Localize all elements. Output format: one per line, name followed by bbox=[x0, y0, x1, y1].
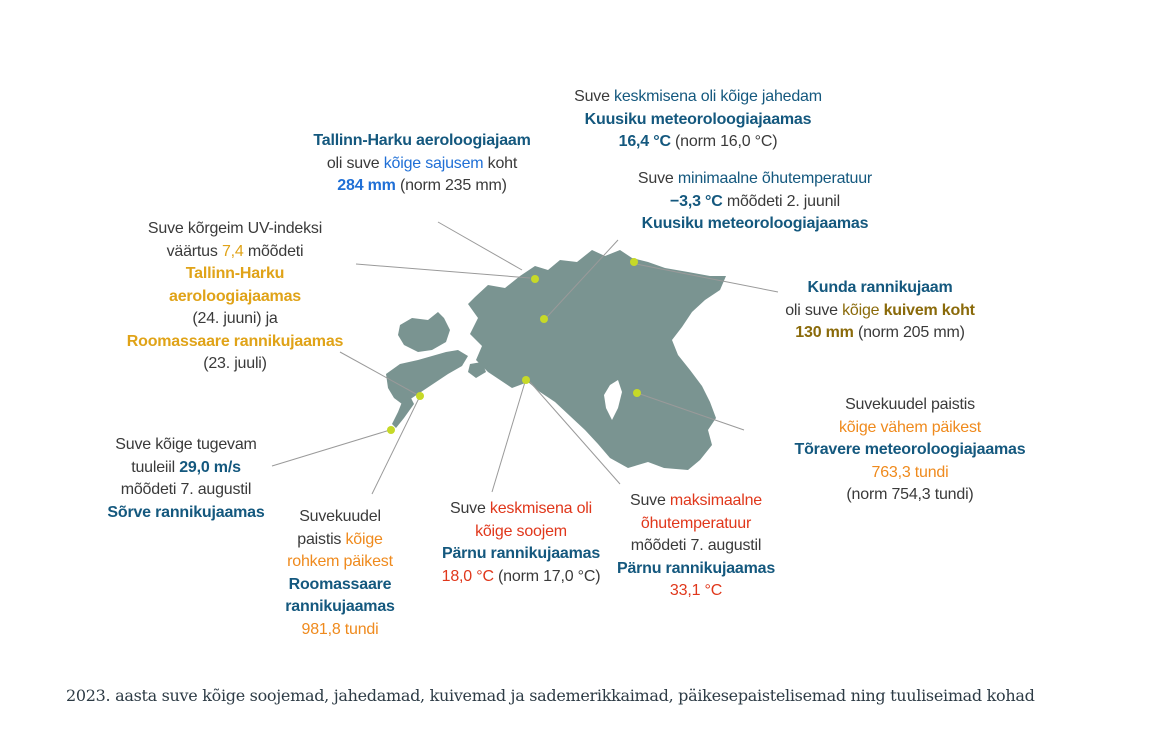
label-text-run: kõige bbox=[842, 301, 884, 319]
label-text-run: Tõravere meteoroloogiajaamas bbox=[794, 441, 1026, 458]
label-text-run: kõige vähem päikest bbox=[838, 418, 982, 436]
label-text-run: (norm 205 mm) bbox=[853, 324, 965, 341]
label-text-run: mõõdeti 2. juunil bbox=[722, 192, 840, 210]
label-tallinn-harku-wettest bbox=[282, 130, 562, 198]
saaremaa-island bbox=[386, 350, 468, 404]
label-text-run: Suvekuudel bbox=[299, 508, 381, 525]
label-text-run: oli suve bbox=[785, 301, 843, 319]
label-kuusiku-min-temp bbox=[600, 168, 910, 236]
label-text-run: Tallinn-Harku aeroloogiajaam bbox=[313, 132, 531, 149]
label-text-run: (norm 16,0 °C) bbox=[670, 133, 778, 150]
label-text-run: Roomassaare bbox=[288, 575, 392, 593]
label-text-run: Kunda rannikujaam bbox=[807, 279, 953, 296]
label-text-run: 18,0 °C bbox=[441, 567, 494, 585]
label-text-run: −3,3 °C bbox=[670, 192, 723, 210]
label-text-run: Suve bbox=[630, 492, 670, 509]
label-text-run: mõõdeti 7. augustil bbox=[120, 481, 252, 498]
label-text-run: (norm 17,0 °C) bbox=[493, 567, 601, 585]
label-text-run: 29,0 m/s bbox=[179, 458, 241, 476]
label-text-run: rannikujaamas bbox=[285, 598, 395, 615]
label-text-run: Kuusiku meteoroloogiajaamas bbox=[641, 215, 869, 232]
mainland-estonia bbox=[468, 250, 726, 470]
label-text-run: (norm 754,3 tundi) bbox=[846, 486, 974, 503]
label-text-run: Tallinn-Harku bbox=[185, 265, 285, 282]
label-text-run: kõige sajusem bbox=[383, 154, 484, 172]
label-text-run: tuuleiil bbox=[131, 458, 180, 476]
label-text-run: Kuusiku meteoroloogiajaamas bbox=[584, 110, 812, 128]
station-dot-kunda bbox=[630, 258, 638, 266]
label-text-run: 981,8 tundi bbox=[301, 620, 379, 638]
label-text-run: Suve bbox=[574, 88, 615, 105]
label-text-run: 284 mm bbox=[337, 177, 396, 194]
leader-harku-wet bbox=[438, 222, 522, 270]
label-text-run: Suve kõrgeim UV-indeksi bbox=[147, 220, 323, 237]
label-kuusiku-coolest bbox=[548, 86, 848, 154]
label-parnu-warmest bbox=[416, 498, 626, 588]
label-toravere-least-sun bbox=[760, 394, 1060, 507]
label-text-run: 130 mm bbox=[795, 324, 854, 341]
label-text-run: kuivem koht bbox=[883, 301, 975, 319]
label-text-run: Suve bbox=[637, 170, 678, 187]
label-text-run: rohkem päikest bbox=[287, 553, 393, 570]
station-dot-tallinn-harku bbox=[531, 275, 539, 283]
label-text-run: keskmisena oli bbox=[489, 500, 593, 517]
label-uv-index bbox=[100, 218, 370, 376]
label-text-run: mõõdeti 7. augustil bbox=[630, 537, 762, 554]
label-text-run: paistis bbox=[297, 530, 346, 548]
station-dot-toravere bbox=[633, 389, 641, 397]
station-dot-parnu bbox=[522, 376, 530, 384]
label-text-run: õhutemperatuur bbox=[640, 514, 752, 532]
leader-parnu-warm bbox=[492, 382, 525, 492]
label-text-run: (norm 235 mm) bbox=[395, 177, 507, 194]
leader-roomassaare bbox=[372, 396, 420, 494]
label-text-run: (24. juuni) ja bbox=[192, 310, 278, 327]
station-dot-roomassaare bbox=[416, 392, 424, 400]
label-text-run: 16,4 °C bbox=[618, 133, 671, 150]
label-text-run: maksimaalne bbox=[669, 492, 762, 509]
hiiumaa-island bbox=[398, 312, 450, 352]
label-text-run: Pärnu rannikujaamas bbox=[616, 559, 776, 577]
label-text-run: (23. juuli) bbox=[203, 355, 267, 372]
label-text-run: mõõdeti bbox=[243, 242, 304, 260]
label-parnu-max-temp bbox=[596, 490, 796, 603]
label-text-run: 7,4 bbox=[221, 242, 244, 260]
label-text-run: Suvekuudel paistis bbox=[845, 396, 975, 413]
label-roomassaare-most-sun bbox=[260, 506, 420, 641]
label-text-run: 33,1 °C bbox=[669, 582, 723, 599]
label-kunda-driest bbox=[760, 277, 1000, 345]
label-text-run: Suve bbox=[449, 500, 490, 517]
station-dot-kuusiku bbox=[540, 315, 548, 323]
label-text-run: Suve kõige tugevam bbox=[115, 436, 257, 453]
label-text-run: aeroloogiajaamas bbox=[169, 287, 301, 305]
label-text-run: Roomassaare rannikujaamas bbox=[126, 332, 344, 350]
label-text-run: minimaalne õhutemperatuur bbox=[677, 170, 873, 187]
station-dot-sorve bbox=[387, 426, 395, 434]
label-text-run: Pärnu rannikujaamas bbox=[441, 545, 601, 562]
label-text-run: koht bbox=[483, 154, 518, 172]
leader-uv-harku bbox=[356, 264, 530, 278]
figure-caption: 2023. aasta suve kõige soojemad, jahedamad, kuivemad ja sademerikkaimad, päikesepaistelisemad ning tuuliseimad kohad bbox=[66, 686, 1035, 705]
label-text-run: keskmisena oli kõige jahedam bbox=[614, 88, 822, 105]
label-text-run: 763,3 tundi bbox=[871, 463, 949, 481]
label-text-run: kõige soojem bbox=[475, 522, 567, 540]
label-text-run: kõige bbox=[345, 530, 383, 548]
label-text-run: väärtus bbox=[166, 242, 222, 260]
label-text-run: Sõrve rannikujaamas bbox=[107, 503, 265, 521]
label-text-run: oli suve bbox=[326, 154, 384, 172]
